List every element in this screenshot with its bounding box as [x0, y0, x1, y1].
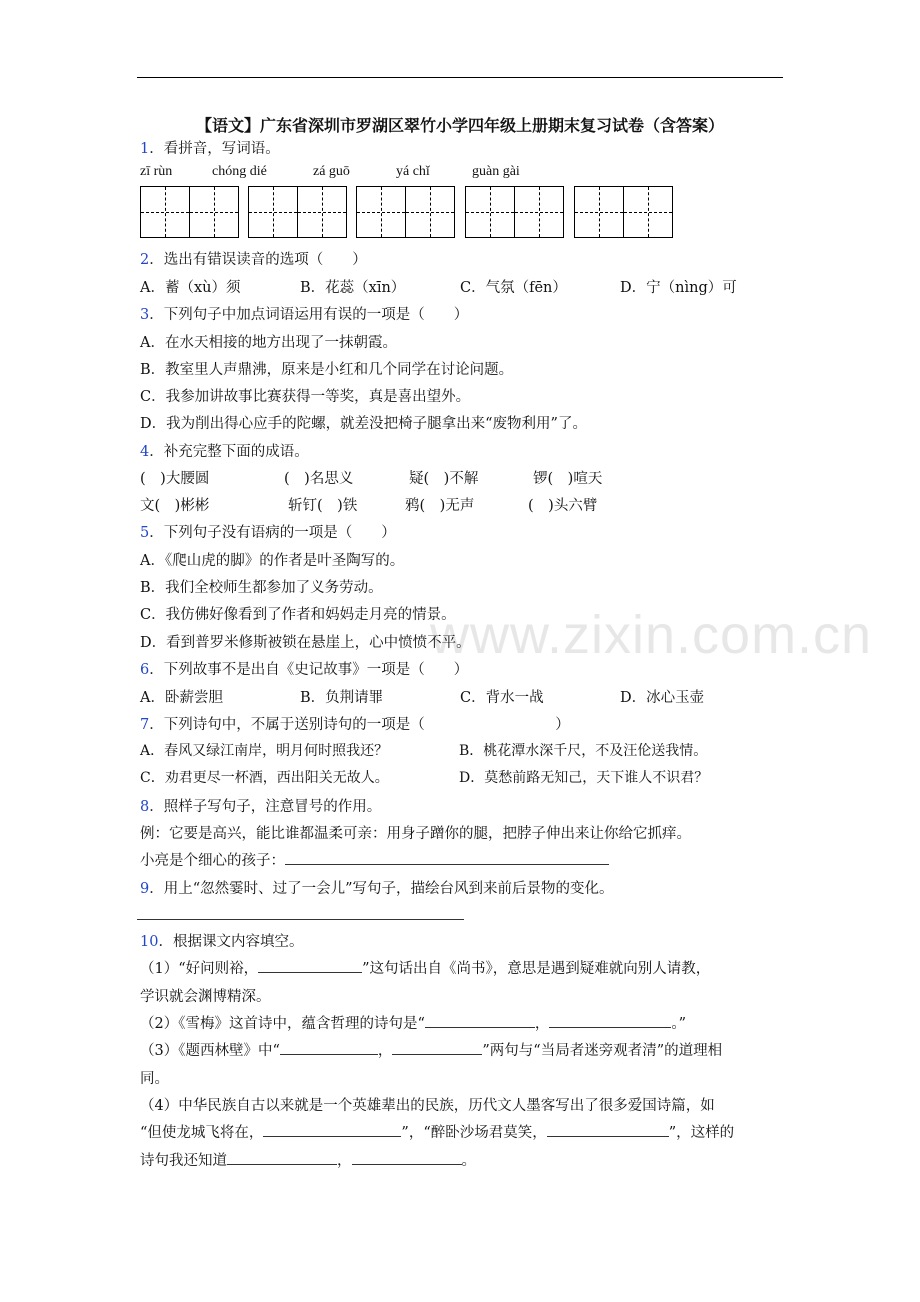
q3-option-d[interactable]: D．我为削出得心应手的陀螺，就差没把椅子腿拿出来“废物利用”了。	[140, 416, 587, 432]
q3-option-a[interactable]: A．在水天相接的地方出现了一抹朝霞。	[140, 335, 397, 351]
q6	[140, 658, 468, 679]
grid-cell[interactable]	[574, 186, 624, 238]
q10-blank[interactable]	[263, 1122, 401, 1137]
q1-text: ．看拼音，写词语。	[149, 141, 280, 157]
q6-option-b[interactable]: B．负荆请罪	[300, 690, 384, 706]
q10-p3-text: （3）《题西林壁》中“	[140, 1043, 280, 1059]
q10-blank[interactable]	[547, 1122, 669, 1137]
q8-example: 例：它要是高兴，能比谁都温柔可亲：用身子蹭你的腿，把脖子伸出来让你给它抓痒。	[140, 826, 691, 842]
q2-option-a[interactable]: A．蓄（xù）须	[140, 280, 241, 296]
q10-p4-text: “但使龙城飞将在，	[140, 1125, 264, 1141]
watermark: www.zixin.com.cn	[430, 605, 873, 665]
q10-p3-cont: 同。	[140, 1071, 169, 1087]
q3-text: ．下列句子中加点词语运用有误的一项是（ ）	[149, 307, 469, 323]
pinyin-4: yá chǐ	[396, 164, 430, 179]
q4-text: ．补充完整下面的成语。	[149, 444, 309, 460]
q10-part4-line3	[140, 1149, 476, 1170]
q7-option-a[interactable]: A．春风又绿江南岸，明月何时照我还？	[140, 743, 389, 759]
grid-cell[interactable]	[623, 186, 673, 238]
q8-answer-line	[140, 849, 609, 870]
q10-text: ．根据课文内容填空。	[158, 934, 304, 950]
grid-cell[interactable]	[297, 186, 347, 238]
idiom: ( )大腰圆	[140, 471, 210, 487]
grid-cell[interactable]	[140, 186, 190, 238]
q10-p4-text: ”，“醉卧沙场君莫笑，	[401, 1125, 547, 1141]
q5-option-a[interactable]: A．《爬山虎的脚》的作者是叶圣陶写的。	[140, 553, 405, 569]
idiom: 斩钉( )铁	[288, 498, 358, 514]
q10-p2-text: 。”	[671, 1016, 687, 1032]
grid-cell[interactable]	[465, 186, 515, 238]
q7-text: ．下列诗句中，不属于送别诗句的一项是（ ）	[149, 717, 570, 733]
q7-option-c[interactable]: C．劝君更尽一杯酒，西出阳关无故人。	[140, 770, 389, 786]
q6-option-d[interactable]: D．冰心玉壶	[620, 690, 705, 706]
q10-p1-text: ”这句话出自《尚书》，意思是遇到疑难就向别人请教，	[362, 961, 711, 977]
q10-p3-text: ”两句与“当局者迷旁观者清”的道理相	[482, 1043, 723, 1059]
header-rule	[137, 77, 783, 78]
q10-number: 10	[140, 934, 159, 950]
q6-text: ．下列故事不是出自《史记故事》一项是（ ）	[149, 662, 469, 678]
q2-text: ．选出有错误读音的选项（ ）	[149, 252, 367, 268]
q10-p3-text: ，	[377, 1043, 393, 1059]
q10-p4-text: ”，这样的	[668, 1125, 735, 1141]
q2-option-b[interactable]: B．花蕊（xīn）	[300, 280, 406, 296]
q8-text: ．照样子写句子，注意冒号的作用。	[149, 799, 382, 815]
q4-number: 4	[140, 444, 150, 460]
grid-cell[interactable]	[189, 186, 239, 238]
q10-p4-text: 诗句我还知道	[140, 1153, 227, 1169]
q10-p1-text: （1）“好问则裕，	[140, 961, 259, 977]
q10-p2-text: ，	[534, 1016, 550, 1032]
writing-grid-1[interactable]	[140, 186, 239, 238]
q9	[140, 877, 614, 898]
q4	[140, 440, 309, 461]
q5	[140, 521, 396, 542]
writing-grid-4[interactable]	[465, 186, 564, 238]
q9-answer-blank[interactable]	[137, 919, 464, 920]
q10-blank[interactable]	[392, 1040, 482, 1055]
q1-number: 1	[140, 141, 150, 157]
q10-p4-text: ，	[337, 1153, 352, 1169]
q10-part1	[140, 957, 710, 978]
q10-blank[interactable]	[227, 1150, 337, 1165]
q2-option-d[interactable]: D．宁（nìng）可	[620, 280, 737, 296]
q7	[140, 713, 570, 734]
q10-blank[interactable]	[352, 1150, 462, 1165]
q5-text: ．下列句子没有语病的一项是（ ）	[149, 525, 396, 541]
q3-option-c[interactable]: C．我参加讲故事比赛获得一等奖，真是喜出望外。	[140, 389, 471, 405]
q8-prompt: 小亮是个细心的孩子：	[140, 853, 285, 869]
pinyin-3: zá guō	[313, 164, 350, 179]
writing-grid-5[interactable]	[574, 186, 673, 238]
grid-cell[interactable]	[356, 186, 406, 238]
q8-answer-blank[interactable]	[285, 850, 609, 865]
q10-part4: （4）中华民族自古以来就是一个英雄辈出的民族，历代文人墨客写出了很多爱国诗篇，如	[140, 1098, 715, 1114]
q5-option-c[interactable]: C．我仿佛好像看到了作者和妈妈走月亮的情景。	[140, 607, 456, 623]
pinyin-2: chóng dié	[212, 164, 267, 179]
q6-option-a[interactable]: A．卧薪尝胆	[140, 690, 223, 706]
q10-blank[interactable]	[280, 1040, 378, 1055]
q7-option-b[interactable]: B．桃花潭水深千尺，不及汪伦送我情。	[459, 743, 708, 759]
q3-number: 3	[140, 307, 150, 323]
q10-p1-cont: 学识就会渊博精深。	[140, 989, 271, 1005]
idiom: ( )名思义	[284, 471, 354, 487]
page-title: 【语文】广东省深圳市罗湖区翠竹小学四年级上册期末复习试卷（含答案）	[195, 116, 724, 135]
grid-cell[interactable]	[248, 186, 298, 238]
idiom: 疑( )不解	[409, 471, 479, 487]
q10-part2	[140, 1012, 686, 1033]
q10-part3	[140, 1039, 722, 1060]
q10-blank[interactable]	[549, 1013, 671, 1028]
idiom: ( )头六臂	[528, 498, 598, 514]
writing-grid-2[interactable]	[248, 186, 347, 238]
q6-option-c[interactable]: C．背水一战	[460, 690, 544, 706]
q10	[140, 930, 303, 951]
q8-number: 8	[140, 799, 150, 815]
pinyin-1: zī rùn	[140, 164, 173, 179]
q3-option-b[interactable]: B．教室里人声鼎沸，原来是小红和几个同学在讨论问题。	[140, 362, 514, 378]
q9-text: ．用上“忽然霎时、过了一会儿”写句子，描绘台风到来前后景物的变化。	[149, 881, 614, 897]
grid-cell[interactable]	[405, 186, 455, 238]
q3	[140, 303, 468, 324]
q10-p4-text: 。	[461, 1153, 476, 1169]
q5-number: 5	[140, 525, 150, 541]
q6-number: 6	[140, 662, 150, 678]
q2-number: 2	[140, 252, 150, 268]
q10-part4-line2	[140, 1121, 734, 1142]
q2-option-c[interactable]: C．气氛（fēn）	[460, 280, 567, 296]
q10-p2-text: （2）《雪梅》这首诗中，蕴含哲理的诗句是“	[140, 1016, 425, 1032]
q8	[140, 795, 381, 816]
q9-number: 9	[140, 881, 150, 897]
q10-blank[interactable]	[425, 1013, 535, 1028]
q7-option-d[interactable]: D．莫愁前路无知己，天下谁人不识君？	[459, 770, 709, 786]
q7-number: 7	[140, 717, 150, 733]
idiom: 鸦( )无声	[405, 498, 475, 514]
q1	[140, 137, 280, 158]
idiom: 文( )彬彬	[140, 498, 210, 514]
grid-cell[interactable]	[514, 186, 564, 238]
writing-grid-3[interactable]	[356, 186, 455, 238]
pinyin-5: guàn gài	[472, 164, 520, 179]
q2	[140, 248, 367, 269]
q10-blank[interactable]	[258, 958, 362, 973]
idiom: 锣( )喧天	[533, 471, 603, 487]
q5-option-d[interactable]: D．看到普罗米修斯被锁在悬崖上，心中愤愤不平。	[140, 635, 471, 651]
q5-option-b[interactable]: B．我们全校师生都参加了义务劳动。	[140, 580, 383, 596]
